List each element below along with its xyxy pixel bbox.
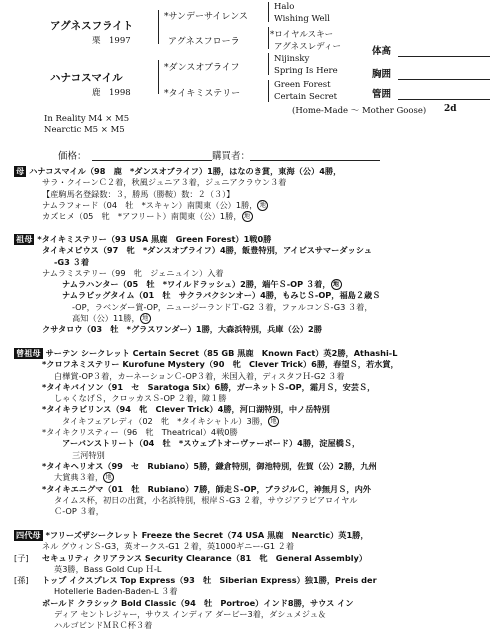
line-38: ハルゴビンドＭＲＣ杯３着 — [54, 620, 153, 631]
line-33: 英3勝，Bass Gold Cup Ｈ-L — [54, 563, 162, 574]
line-19: しゃくなげＳ，クロッカスＳ-OP ２着，障１勝 — [54, 393, 227, 404]
line-14: クサタロウ（03 牡 *グラスワンダー）1勝，大森浜特別，兵庫（公）2勝 — [42, 324, 322, 335]
height-field[interactable] — [398, 56, 490, 57]
price-field[interactable] — [92, 160, 212, 161]
fourth-dam-section — [14, 530, 492, 632]
section-head-great-granddam: 曾祖母 — [16, 348, 41, 358]
line-28: タイムス杯，初日の出賞，小名浜特別，根岸Ｓ-G3 ２着，サウジアラビアロイヤル — [54, 494, 358, 505]
height-label: 体高 — [372, 46, 392, 57]
line-7: タイキメビウス（97 牝 *ダンスオブライフ）4勝，飯豊特別，アイビスサマーダッシュ — [42, 245, 372, 256]
line-10: ナムラハンター（05 牡 *ワイルドラッシュ）2勝，端午Ｓ-OP ３着， — [62, 279, 331, 290]
sire-sire: *サンデーサイレンス — [164, 12, 248, 22]
chest-label: 胸囲 — [372, 69, 392, 80]
inbreed-2: Nearctic M5 × M5 — [44, 125, 125, 135]
tag-child: [子] — [14, 552, 29, 563]
line-37: ディア セントレジャー，サウス インディア ダービー3着，ダシュメジュ＆ — [54, 609, 327, 620]
cannon-field[interactable] — [398, 99, 490, 100]
line-22: *タイキクリスティー（96 牝 Theatrical）4戦0勝 — [42, 427, 238, 438]
section-head-dam: 母 — [16, 166, 25, 176]
circle-chi-icon: 地 — [140, 313, 151, 324]
circle-chi-icon: 地 — [242, 211, 253, 222]
line-20: *タイキラビリンス（94 牝 Clever Trick）4勝，河口湖特別，中ノ岳特別 — [42, 404, 330, 415]
sire-dam-dam: アグネスレディー — [274, 42, 341, 52]
line-16: *クロフネミステリー Kurofune Mystery（90 牝 Clever Trick）6勝，春望Ｓ，若水賞， — [42, 359, 399, 370]
great-granddam-section — [14, 348, 492, 517]
line-30: *フリーズザシークレット Freeze the Secret（74 USA 黒鹿 Nearctic）英1勝， — [45, 530, 369, 540]
price-label: 価格： — [58, 151, 87, 162]
sire-color-year: 栗 1997 — [92, 36, 131, 46]
cannon-label: 管囲 — [372, 89, 392, 100]
line-34: トップ イクスプレス Top Express（93 牡 Siberian Express）独1勝，Preis der — [42, 575, 377, 586]
sire-dam-sire: *ロイヤルスキー — [270, 30, 334, 40]
line-29: Ｃ-OP ３着， — [54, 506, 104, 517]
line-21: タイキフェアレディ（02 牝 *タイキシャトル）3勝， — [62, 415, 269, 426]
line-15: サーテン シークレット Certain Secret（85 GB 黒鹿 Known Fact）英2勝，Athashi-L — [45, 348, 398, 358]
line-35: Hotellerie Baden-Baden-L ３着 — [54, 586, 178, 597]
buyer-label: 購買者： — [212, 151, 251, 162]
sire-sire-dam: Wishing Well — [274, 14, 330, 24]
line-32: セキュリティ クリアランス Security Clearance（81 牝 General Assembly） — [42, 552, 368, 563]
dam-sire-sire: Nijinsky — [274, 54, 310, 64]
dam-name: ハナコスマイル — [50, 72, 123, 84]
inbreed-1: In Reality M4 × M5 — [44, 114, 130, 124]
dam-sire-dam: Spring Is Here — [274, 66, 338, 76]
circle-chi-icon: 地 — [257, 200, 268, 211]
sire-name: アグネスフライト — [50, 20, 134, 32]
dam-dam-sire: Green Forest — [274, 80, 331, 90]
line-36: ボールド クラシック Bold Classic（94 牡 Portroe）インド8勝，サウス イン — [42, 597, 354, 608]
section-head-fourth-dam: 四代母 — [16, 530, 41, 540]
line-18: *タイキバイソン（91 セ Saratoga Six）6勝，ガーネットＳ-OP，霜月Ｓ，安芸Ｓ， — [42, 381, 376, 392]
line-4: ナムラフォード（04 牡 *スキャン）南関東（公）1勝， — [42, 199, 258, 210]
line-26: 大賞典３着， — [54, 472, 104, 483]
line-25: *タイキヘリオス（99 セ Rubiano）5勝，鎌倉特別，御池特別，佐賀（公）2勝，九州 — [42, 460, 377, 471]
line-31: ネル グウィンＳ-G3，英オークス-G1 ２着，英1000ギニー-G1 ２着 — [42, 541, 295, 552]
line-1: ハナコスマイル（98 鹿 *ダンスオブライフ）1勝，はなのき賞，東海（公）4勝， — [29, 166, 342, 176]
line-5: カズヒメ（05 牝 *アフリート）南関東（公）1勝， — [42, 211, 242, 222]
dam-color-year: 鹿 1998 — [92, 88, 131, 98]
line-8: -G3 ３着 — [54, 256, 90, 267]
granddam-section — [14, 234, 492, 336]
line-12: -OP，ラベンダー賞-OP，ニュージーランドＴ-G2 ３着，ファルコンＳ-G3 ３着， — [72, 301, 373, 312]
line-9: ナムラミステリー（99 牝 ジェニュイン）入着 — [42, 267, 224, 278]
dam-dam: *タイキミステリー — [164, 89, 241, 99]
line-2: サラ・クイーンＣ２着，秋風ジュニア３着，ジュニアクラウン３着 — [42, 177, 287, 188]
line-3: 【産駒馬名登録数：３，勝馬（勝鞍）数：２（３）】 — [42, 188, 235, 199]
line-24: 三河特別 — [72, 449, 105, 460]
chest-field[interactable] — [398, 79, 490, 80]
tag-grandchild: [孫] — [14, 575, 29, 586]
buyer-field[interactable] — [250, 160, 380, 161]
dam-sire: *ダンスオブライフ — [164, 63, 240, 73]
line-11: ナムラビッグタイム（01 牡 サクラバクシンオー）4勝，もみじＳ-OP，福島２歳Ｓ — [62, 290, 381, 301]
dam-dam-dam: Certain Secret — [274, 92, 338, 102]
line-13: 高知（公）11勝， — [72, 313, 140, 324]
line-27: *タイキエニグマ（01 牡 Rubiano）7勝，師走Ｓ-OP，ブラジルＣ，神無月Ｓ，内外 — [42, 483, 371, 494]
dam-section — [14, 166, 492, 222]
pedigree-note: (Home-Made ～ Mother Goose) — [292, 106, 427, 116]
circle-chi-icon: 地 — [268, 416, 279, 427]
circle-chi-icon: 地 — [331, 279, 342, 290]
sire-sire-sire: Halo — [274, 2, 295, 12]
line-23: アーバンストリート（04 牡 *スウェプトオーヴァーボード）4勝，淀屋橋Ｓ， — [62, 438, 361, 449]
section-head-granddam: 祖母 — [16, 234, 33, 244]
pedigree-code: 2d — [444, 104, 457, 114]
line-6: *タイキミステリー（93 USA 黒鹿 Green Forest）1戦0勝 — [37, 234, 272, 244]
circle-chi-icon: 地 — [103, 472, 114, 483]
line-17: 白樺賞-OP３着，カーネーションＣ-OP３着，米国入着，ディスタフＨ-G2 ３着 — [54, 370, 345, 381]
sire-dam: アグネスフローラ — [168, 37, 240, 47]
